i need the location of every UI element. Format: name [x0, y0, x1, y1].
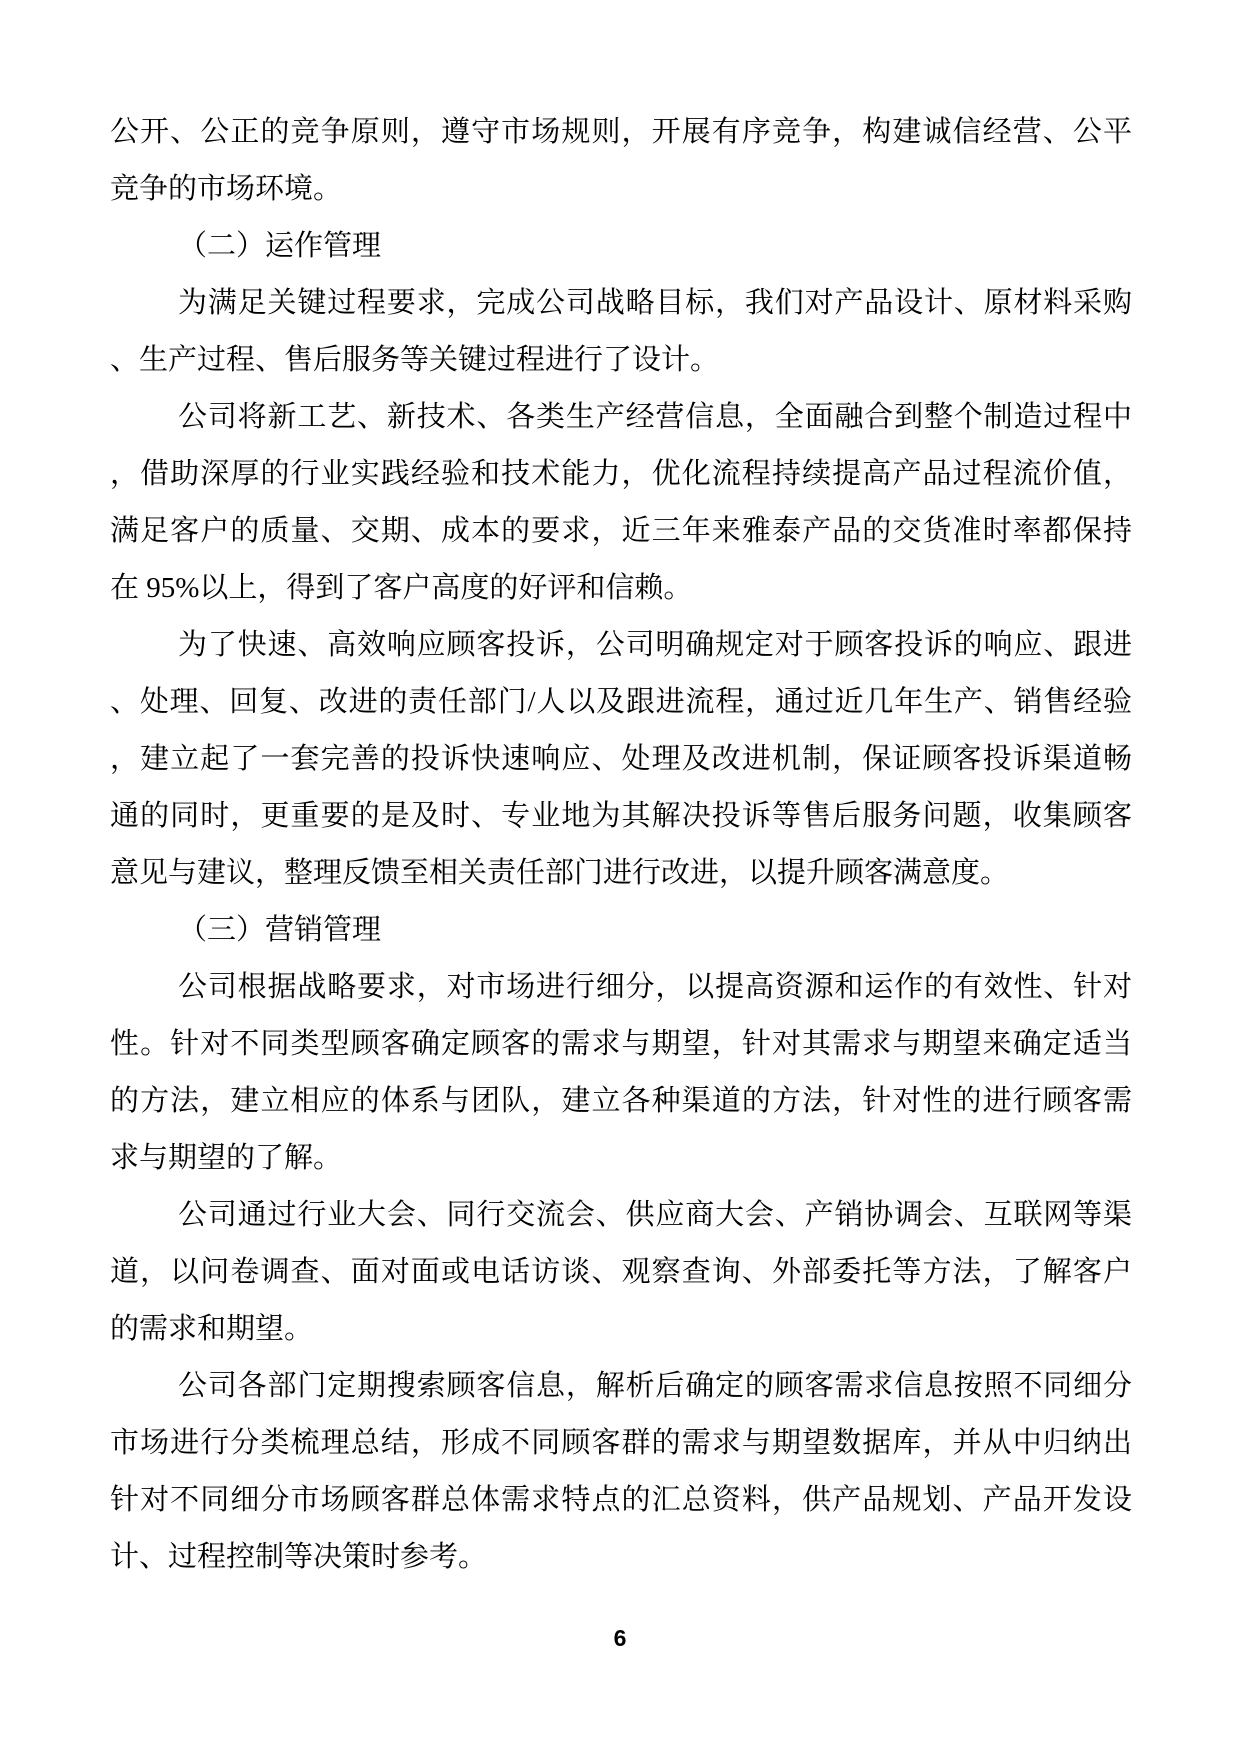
text-line: 求与期望的了解。 [110, 1142, 343, 1174]
text-line: 为满足关键过程要求，完成公司战略目标，我们对产品设计、原材料采购 [178, 287, 1132, 319]
text-line: 市场进行分类梳理总结，形成不同顾客群的需求与期望数据库，并从中归纳出 [110, 1427, 1132, 1459]
document-body [110, 104, 1132, 1586]
section-heading: （二）运作管理 [178, 230, 382, 262]
text-line: 的方法，建立相应的体系与团队，建立各种渠道的方法，针对性的进行顾客需 [110, 1085, 1132, 1117]
text-line: 道，以问卷调查、面对面或电话访谈、观察查询、外部委托等方法，了解客户 [110, 1256, 1132, 1288]
text-line: 、处理、回复、改进的责任部门/人以及跟进流程，通过近几年生产、销售经验 [110, 686, 1132, 718]
text-line: ，借助深厚的行业实践经验和技术能力，优化流程持续提高产品过程流价值， [110, 458, 1132, 490]
text-line: 意见与建议，整理反馈至相关责任部门进行改进，以提升顾客满意度。 [110, 857, 1010, 889]
text-line: 、生产过程、售后服务等关键过程进行了设计。 [110, 344, 720, 376]
text-line: 公司将新工艺、新技术、各类生产经营信息，全面融合到整个制造过程中 [178, 401, 1132, 433]
text-line: 为了快速、高效响应顾客投诉，公司明确规定对于顾客投诉的响应、跟进 [178, 629, 1132, 661]
text-line: 公开、公正的竞争原则，遵守市场规则，开展有序竞争，构建诚信经营、公平 [110, 116, 1132, 148]
text-line: 性。针对不同类型顾客确定顾客的需求与期望，针对其需求与期望来确定适当 [110, 1028, 1132, 1060]
page-number: 6 [613, 1625, 627, 1651]
text-line: 计、过程控制等决策时参考。 [110, 1541, 488, 1573]
text-line: 在 95%以上，得到了客户高度的好评和信赖。 [110, 572, 693, 604]
text-line: 的需求和期望。 [110, 1313, 314, 1345]
text-line: 通的同时，更重要的是及时、专业地为其解决投诉等售后服务问题，收集顾客 [110, 800, 1132, 832]
text-line: 公司根据战略要求，对市场进行细分，以提高资源和运作的有效性、针对 [178, 971, 1132, 1003]
section-heading: （三）营销管理 [178, 914, 382, 946]
text-line: ，建立起了一套完善的投诉快速响应、处理及改进机制，保证顾客投诉渠道畅 [110, 743, 1132, 775]
text-line: 公司各部门定期搜索顾客信息，解析后确定的顾客需求信息按照不同细分 [178, 1370, 1132, 1402]
text-line: 针对不同细分市场顾客群总体需求特点的汇总资料，供产品规划、产品开发设 [110, 1484, 1132, 1516]
text-line: 竞争的市场环境。 [110, 173, 343, 205]
text-line: 公司通过行业大会、同行交流会、供应商大会、产销协调会、互联网等渠 [178, 1199, 1132, 1231]
text-line: 满足客户的质量、交期、成本的要求，近三年来雅泰产品的交货准时率都保持 [110, 515, 1132, 547]
